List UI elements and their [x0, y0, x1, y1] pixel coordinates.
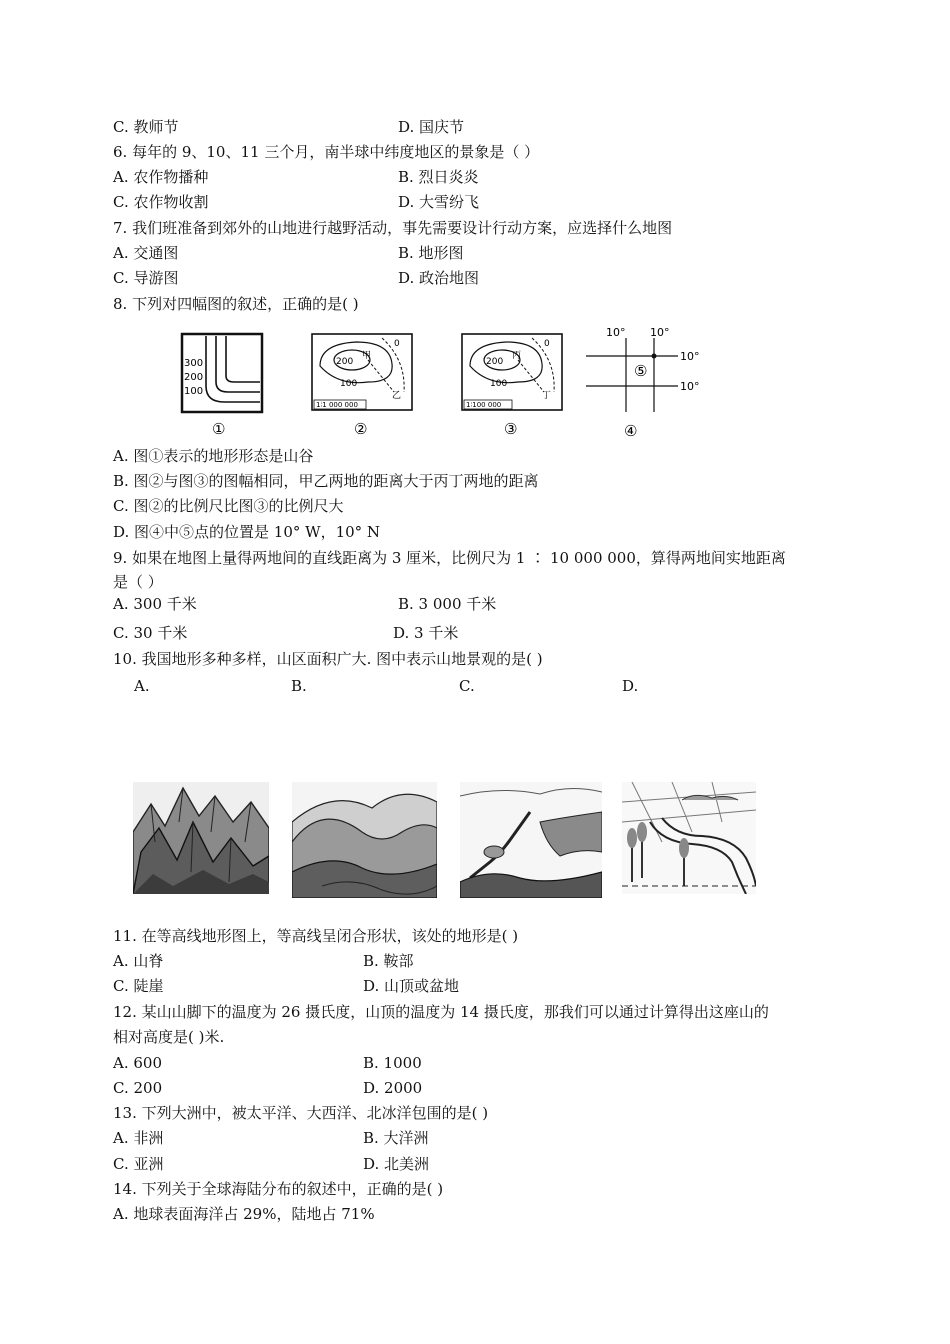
contour-line-300	[226, 336, 260, 382]
point-ding: 丁	[542, 391, 552, 401]
q11-option-c: C. 陡崖	[113, 977, 164, 995]
q12-option-c: C. 200	[113, 1079, 163, 1097]
figure-2-number: ②	[354, 420, 368, 438]
grid-intersection-point	[652, 354, 657, 359]
contour-map-figure-3	[458, 330, 568, 442]
contour-map-figure-1	[176, 330, 268, 442]
contour-label-300: 300	[184, 358, 204, 369]
q13-option-b: B. 大洋洲	[363, 1129, 429, 1147]
contour-label-100: 100	[340, 379, 358, 389]
q9-option-d: D. 3 千米	[393, 624, 459, 642]
q9-stem-line-2: 是（ ）	[113, 573, 163, 591]
contour-map-figure-2	[308, 330, 418, 442]
landscape-image-mountains	[133, 782, 269, 894]
q5-option-d: D. 国庆节	[398, 118, 465, 136]
q7-option-d: D. 政治地图	[398, 269, 480, 287]
latitude-longitude-grid-figure-4	[582, 320, 702, 444]
q9-option-c: C. 30 千米	[113, 624, 188, 642]
longitude-label-2: 10°	[650, 326, 670, 339]
q8-option-a: A. 图①表示的地形形态是山谷	[113, 447, 314, 465]
contour-label-0: 0	[544, 339, 550, 349]
q7-stem: 7. 我们班准备到郊外的山地进行越野活动，事先需要设计行动方案，应选择什么地图	[113, 219, 673, 237]
scale-label: 1∶1 000 000	[316, 401, 358, 409]
q8-option-d: D. 图④中⑤点的位置是 10° W，10° N	[113, 523, 381, 541]
q14-stem: 14. 下列关于全球海陆分布的叙述中，正确的是( )	[113, 1180, 444, 1198]
q11-option-a: A. 山脊	[113, 952, 164, 970]
contour-label-200: 200	[184, 372, 204, 383]
point-bing: 丙	[512, 351, 522, 361]
q6-stem: 6. 每年的 9、10、11 三个月，南半球中纬度地区的景象是（ ）	[113, 143, 540, 161]
q10-label-b: B.	[291, 677, 307, 695]
distance-line-bing-ding	[518, 360, 544, 392]
q6-option-a: A. 农作物播种	[113, 168, 209, 186]
q8-option-c: C. 图②的比例尺比图③的比例尺大	[113, 497, 344, 515]
longitude-label-1: 10°	[606, 326, 626, 339]
q10-label-a: A.	[134, 677, 150, 695]
q9-stem-line-1: 9. 如果在地图上量得两地间的直线距离为 3 厘米，比例尺为 1 ∶ 10 000 000，算得两地间实地距离	[113, 549, 786, 567]
q13-option-a: A. 非洲	[113, 1129, 164, 1147]
figure-1-number: ①	[212, 420, 226, 438]
point-5-label: ⑤	[634, 362, 648, 380]
q12-option-a: A. 600	[113, 1054, 162, 1072]
q9-option-a: A. 300 千米	[113, 595, 197, 613]
latitude-label-1: 10°	[680, 350, 700, 363]
q5-option-c: C. 教师节	[113, 118, 179, 136]
contour-label-200: 200	[486, 357, 504, 367]
q8-option-b: B. 图②与图③的图幅相同，甲乙两地的距离大于丙丁两地的距离	[113, 472, 539, 490]
q12-option-d: D. 2000	[363, 1079, 423, 1097]
q10-stem: 10. 我国地形多种多样，山区面积广大. 图中表示山地景观的是( )	[113, 650, 543, 668]
q8-stem: 8. 下列对四幅图的叙述，正确的是( )	[113, 295, 359, 313]
q13-stem: 13. 下列大洲中，被太平洋、大西洋、北冰洋包围的是( )	[113, 1104, 489, 1122]
q7-option-b: B. 地形图	[398, 244, 464, 262]
q14-option-a: A. 地球表面海洋占 29%，陆地占 71%	[113, 1205, 375, 1223]
figure-3-number: ③	[504, 420, 518, 438]
contour-label-0: 0	[394, 339, 400, 349]
distance-line-jia-yi	[368, 360, 394, 392]
contour-label-200: 200	[336, 357, 354, 367]
q12-stem-line-1: 12. 某山山脚下的温度为 26 摄氏度，山顶的温度为 14 摄氏度，那我们可以通过计算得出这座山的	[113, 1003, 769, 1021]
q12-option-b: B. 1000	[363, 1054, 422, 1072]
q6-option-d: D. 大雪纷飞	[398, 193, 480, 211]
q10-label-d: D.	[622, 677, 639, 695]
q11-option-d: D. 山顶或盆地	[363, 977, 460, 995]
q6-option-b: B. 烈日炎炎	[398, 168, 479, 186]
q7-option-a: A. 交通图	[113, 244, 179, 262]
figure-4-number: ④	[624, 422, 638, 440]
latitude-label-2: 10°	[680, 380, 700, 393]
q10-label-c: C.	[459, 677, 475, 695]
point-yi: 乙	[392, 391, 402, 401]
contour-label-100: 100	[184, 386, 204, 397]
q13-option-d: D. 北美洲	[363, 1155, 430, 1173]
q6-option-c: C. 农作物收割	[113, 193, 209, 211]
point-jia: 甲	[362, 351, 372, 361]
q11-option-b: B. 鞍部	[363, 952, 414, 970]
q7-option-c: C. 导游图	[113, 269, 179, 287]
landscape-image-plain	[622, 782, 756, 894]
contour-label-100: 100	[490, 379, 508, 389]
scale-label: 1∶100 000	[466, 401, 502, 409]
q13-option-c: C. 亚洲	[113, 1155, 164, 1173]
landscape-image-plateau	[460, 782, 602, 898]
q12-stem-line-2: 相对高度是( )米.	[113, 1028, 225, 1046]
contour-line-200	[216, 336, 260, 392]
landscape-image-hills	[292, 782, 437, 898]
q11-stem: 11. 在等高线地形图上，等高线呈闭合形状，该处的地形是( )	[113, 927, 519, 945]
q9-option-b: B. 3 000 千米	[398, 595, 497, 613]
